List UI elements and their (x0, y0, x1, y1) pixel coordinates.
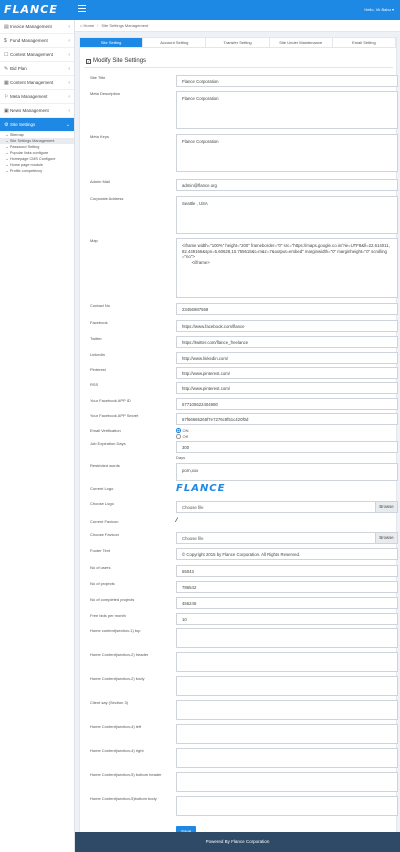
radio-off-label: Off (182, 433, 188, 439)
sidebar-item-content[interactable] (0, 76, 74, 90)
email-verification-label: Email Verification (90, 428, 121, 433)
sidebar-item-bid-plan[interactable] (0, 62, 74, 76)
contact-no-input[interactable]: 23456987569 (176, 303, 398, 315)
sidebar-item-fund[interactable] (0, 34, 74, 48)
no-of-users-label: No of users (90, 565, 111, 570)
sidebar-item-label: Content Management (10, 80, 54, 85)
meta-icon: ⚐ (4, 93, 9, 100)
hc4-left-label: Home Content(section-4) left (90, 724, 142, 729)
submenu-homepage-cms[interactable]: → Homepage CMS Configure (5, 157, 56, 161)
sidebar-item-label: Site Settings (10, 122, 36, 127)
contest-icon: ☐ (4, 51, 9, 58)
chevron-left-icon: ‹ (68, 51, 70, 58)
breadcrumb (75, 20, 400, 32)
hc5-bottom-body-textarea[interactable] (176, 796, 398, 816)
choose-logo-label: Choose Logo (90, 501, 114, 506)
home-icon: ⌂ (80, 23, 83, 28)
current-logo-label: Current Logo (90, 486, 114, 491)
admin-mail-input[interactable]: admin@flance.org (176, 179, 398, 191)
choose-favicon-placeholder: Choose file (182, 536, 204, 541)
no-of-completed-input[interactable]: 456245 (176, 597, 398, 609)
no-of-completed-label: No of completed projects (90, 597, 135, 602)
hc1-top-label: Home content(section-1) top (90, 628, 141, 633)
panel-title (86, 58, 146, 64)
linkedin-input[interactable]: http://www.linkedin.com/ (176, 352, 398, 364)
chevron-left-icon: ‹ (68, 37, 70, 44)
contact-no-label: Contact No (90, 303, 111, 308)
hc5-bottom-header-label: Home Content(section-5) bottom header (90, 772, 162, 777)
free-bids-label: Free bids per month (90, 613, 126, 618)
site-title-label: Site Title (90, 75, 106, 80)
hamburger-icon[interactable] (78, 5, 86, 13)
radio-dot (176, 428, 181, 433)
free-bids-input[interactable]: 10 (176, 613, 398, 625)
sidebar-item-contest[interactable] (0, 48, 74, 62)
hc4-left-textarea[interactable] (176, 724, 398, 744)
settings-tabs (80, 38, 396, 48)
submenu-label: Profile competency (9, 169, 43, 173)
chevron-down-icon: ▾ (391, 7, 394, 12)
chevron-left-icon: ‹ (68, 107, 70, 114)
admin-mail-label: Admin Mail (90, 179, 110, 184)
sidebar-item-label: Invoice Management (10, 24, 52, 29)
top-bar (0, 0, 400, 20)
breadcrumb-current: Site Settings Management (101, 23, 149, 28)
choose-favicon-label: Choose Favicon (90, 532, 119, 537)
email-verification-on-radio[interactable] (176, 428, 189, 433)
sidebar-item-news[interactable] (0, 104, 74, 118)
hc2-body-label: Home Content(section-2) body (90, 676, 145, 681)
submenu-label: Sitemap (9, 133, 24, 137)
content-icon: ▦ (4, 79, 9, 86)
tab-email-setting[interactable]: Email Setting (333, 38, 396, 47)
submenu-label: Password Setting (9, 145, 40, 149)
news-icon: ▣ (4, 107, 9, 114)
submenu-popular-links[interactable]: → Popular links configure (5, 151, 49, 155)
submenu-password-setting[interactable]: → Password Setting (5, 145, 40, 149)
hc2-header-label: Home Content(section-2) header (90, 652, 149, 657)
submenu-home-page-module[interactable]: → Home page module (5, 163, 43, 167)
hc4-right-label: Home Content(section-4) right (90, 748, 144, 753)
sidebar-item-meta[interactable] (0, 90, 74, 104)
site-settings-submenu (0, 132, 74, 174)
sidebar-item-label: Fund Management (10, 38, 48, 43)
radio-on-label: ON (182, 428, 189, 433)
chevron-left-icon: ‹ (68, 23, 70, 30)
twitter-input[interactable]: https://twitter.com/flance_freelance (176, 336, 398, 348)
sidebar-item-label: Meta Management (10, 94, 48, 99)
breadcrumb-separator: / (97, 23, 99, 28)
sidebar (0, 20, 75, 852)
hc2-header-textarea[interactable] (176, 652, 398, 672)
client-say-label: Client say (Section 3) (90, 700, 129, 705)
chevron-left-icon: ‹ (68, 93, 70, 100)
submenu-sitemap[interactable]: → Sitemap (5, 133, 24, 137)
job-expiration-label: Job Expiration Days (90, 441, 126, 446)
corporate-address-textarea[interactable]: Seattle , USA (176, 196, 398, 234)
tab-site-under-maintenance[interactable]: Site Under Maintenance (270, 38, 333, 47)
bid-icon: ✎ (4, 65, 9, 72)
fb-app-id-input[interactable]: 677105622404980 (176, 398, 398, 410)
tab-transfer-setting[interactable]: Transfer Setting (206, 38, 269, 47)
sidebar-item-site-settings[interactable] (0, 118, 74, 132)
tab-site-setting[interactable]: Site Setting (80, 38, 143, 47)
submenu-label: Site Settings Management (9, 139, 55, 143)
edit-icon: ✓ (87, 58, 91, 64)
hc2-body-textarea[interactable] (176, 676, 398, 696)
rss-label: RSS (90, 382, 99, 387)
page-footer: Powered By Flance Corporation (75, 832, 400, 852)
user-greeting[interactable] (364, 7, 394, 12)
job-expiration-input[interactable]: 300 (176, 441, 398, 453)
submenu-label: Home page module (9, 163, 43, 167)
choose-favicon-file-input[interactable] (176, 532, 398, 544)
no-of-projects-label: No of projects (90, 581, 115, 586)
sidebar-item-label: Bid Plan (10, 66, 27, 71)
corporate-address-label: Corporate Address (90, 196, 124, 201)
invoice-icon: ▤ (4, 23, 9, 30)
hc4-right-textarea[interactable] (176, 748, 398, 768)
chevron-left-icon: ‹ (68, 65, 70, 72)
choose-logo-placeholder: Choose file (182, 505, 204, 510)
submenu-label: Homepage CMS Configure (9, 157, 56, 161)
fb-app-secret-label: Your Facebook APP Secret (90, 413, 139, 418)
email-verification-off-radio[interactable] (176, 434, 188, 439)
restricted-words-textarea[interactable]: porn,xxx (176, 463, 398, 481)
settings-card (79, 37, 397, 847)
gear-icon: ⚙ (4, 121, 9, 128)
footer-text-input[interactable]: © Copyright 2015 by Flance Corporation. All Rights Reserved. (176, 548, 398, 560)
chevron-down-icon: ⌄ (65, 121, 70, 128)
twitter-label: Twitter (90, 336, 102, 341)
footer-text-label: Footer Text (90, 548, 110, 553)
no-of-projects-input[interactable]: 786542 (176, 581, 398, 593)
radio-dot (176, 434, 181, 439)
facebook-input[interactable]: https://www.facebook.com/flance (176, 320, 398, 332)
fb-app-id-label: Your Facebook APP ID (90, 398, 131, 403)
meta-description-textarea[interactable]: Flance Corporation (176, 91, 398, 129)
job-expiration-hint: Days (176, 455, 186, 460)
client-say-textarea[interactable] (176, 700, 398, 720)
choose-logo-browse-button[interactable]: Browse (375, 502, 397, 512)
rss-input[interactable]: http://www.pinterest.com/ (176, 382, 398, 394)
sidebar-item-label: Contest Management (10, 52, 54, 57)
site-title-input[interactable]: Flance Corporation (176, 75, 398, 87)
map-textarea[interactable]: <iframe width="100%" height="200" frameborder="0" src="https://maps.google.co.in/?ie=UTF8&ll=22.614011,82.449166&spn=5.60628,10.755615&t=m&z=7&output=embed" marginwidth="0" marginheight="0" scrolling="no"> </iframe> (176, 238, 398, 298)
greeting-text: Hello, Vk Babu (364, 7, 391, 12)
submenu-profile-competency[interactable]: → Profile competency (5, 169, 43, 173)
sidebar-item-invoice[interactable] (0, 20, 74, 34)
meta-keys-label: Meta Keys (90, 134, 109, 139)
brand-logo[interactable]: FLANCE (4, 3, 58, 16)
linkedin-label: LinkedIn (90, 352, 106, 357)
choose-favicon-browse-button[interactable]: Browse (375, 533, 397, 543)
breadcrumb-home[interactable]: Home (83, 23, 95, 28)
current-logo-image: FLANCE (176, 483, 226, 494)
fb-app-secret-input[interactable]: 67f66665265f7e7276c9f51c420f0d (176, 413, 398, 425)
meta-description-label: Meta Description (90, 91, 121, 96)
chevron-left-icon: ‹ (68, 79, 70, 86)
tab-account-setting[interactable]: Account Setting (143, 38, 206, 47)
meta-keys-textarea[interactable]: Flance Corporation (176, 134, 398, 172)
no-of-users-input[interactable]: 55043 (176, 565, 398, 577)
hc5-bottom-header-textarea[interactable] (176, 772, 398, 792)
panel-title-text: Modify Site Settings (93, 58, 147, 64)
pinterest-label: Pinterest (90, 367, 106, 372)
dollar-icon: $ (4, 37, 7, 44)
choose-logo-file-input[interactable] (176, 501, 398, 513)
pinterest-input[interactable]: http://www.pinterest.com/ (176, 367, 398, 379)
submenu-label: Popular links configure (9, 151, 49, 155)
sidebar-item-label: News Management (10, 108, 49, 113)
favicon-icon: ⁄ (176, 518, 178, 524)
facebook-label: Facebook (90, 320, 108, 325)
current-favicon-label: Current Favicon (90, 519, 119, 524)
hc5-bottom-body-label: Home Content(section-5)bottom body (90, 796, 157, 801)
title-divider (84, 67, 393, 68)
hc1-top-textarea[interactable] (176, 628, 398, 648)
restricted-words-label: Restricted words (90, 463, 120, 468)
main-content (75, 20, 400, 832)
map-label: Map (90, 238, 98, 243)
submenu-site-settings-management[interactable]: → Site Settings Management (0, 138, 74, 144)
